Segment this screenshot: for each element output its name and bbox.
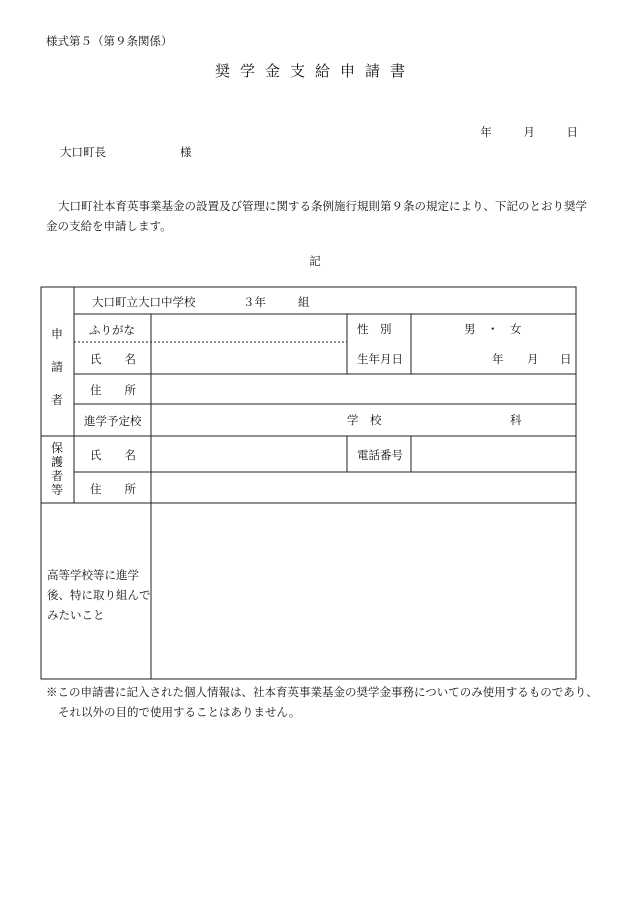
aspiration-label: 高等学校等に進学後、特に取り組んでみたいこと xyxy=(47,568,151,622)
furigana-field[interactable] xyxy=(155,318,343,340)
applicant-address-label: 住 所 xyxy=(90,383,136,397)
guardian-label-char: 保 xyxy=(50,441,63,455)
applicant-label-char: 者 xyxy=(50,393,63,407)
guardian-label-char: 者 xyxy=(50,469,63,483)
applicant-address-field[interactable] xyxy=(155,378,572,400)
planned-school-label: 進学予定校 xyxy=(84,414,142,428)
applicant-label xyxy=(47,318,67,417)
form-number: 様式第５（第９条関係） xyxy=(46,34,173,48)
addressee-name: 大口町長 xyxy=(60,145,106,159)
guardian-address-field[interactable] xyxy=(155,476,572,499)
guardian-name-field[interactable] xyxy=(155,440,343,468)
school-name: 大口町立大口中学校 xyxy=(92,295,196,309)
birth-date-label: 生年月日 xyxy=(357,352,403,366)
page-title: 奨学金支給申請書 xyxy=(214,62,415,80)
birth-day-label: 日 xyxy=(560,352,572,366)
date-day-label: 日 xyxy=(566,125,578,139)
school-suffix: 学 校 xyxy=(347,413,382,427)
privacy-notice-line: それ以外の目的で使用することはありません。 xyxy=(58,705,301,719)
guardian-label-char: 等 xyxy=(50,483,63,497)
applicant-name-field[interactable] xyxy=(155,346,343,370)
guardian-address-label: 住 所 xyxy=(90,482,136,496)
gender-options[interactable]: 男 ・ 女 xyxy=(464,322,522,336)
birth-year-label: 年 xyxy=(492,352,504,366)
guardian-label xyxy=(47,441,67,497)
grade-label: ３年 xyxy=(243,295,266,309)
ki-marker: 記 xyxy=(309,254,321,268)
privacy-notice xyxy=(46,682,606,722)
furigana-label: ふりがな xyxy=(89,323,135,337)
applicant-name-label: 氏 名 xyxy=(90,352,136,366)
birth-month-label: 月 xyxy=(527,352,539,366)
application-statement: 大口町社本育英事業基金の設置及び管理に関する条例施行規則第９条の規定により、下記のとおり奨学金の支給を申請します。 xyxy=(46,199,587,233)
gender-label: 性 別 xyxy=(357,322,392,336)
guardian-name-label: 氏 名 xyxy=(90,448,136,462)
class-label: 組 xyxy=(298,295,310,309)
date-month-label: 月 xyxy=(523,125,535,139)
date-year-label: 年 xyxy=(480,125,492,139)
applicant-label-char: 請 xyxy=(50,360,63,374)
privacy-notice-line: ※この申請書に記入された個人情報は、社本育英事業基金の奨学金事務についてのみ使用するものであり、 xyxy=(46,685,598,699)
addressee-honorific: 様 xyxy=(180,145,192,159)
phone-label: 電話番号 xyxy=(357,448,403,462)
guardian-label-char: 護 xyxy=(50,455,63,469)
applicant-label-char: 申 xyxy=(50,327,63,341)
course-suffix: 科 xyxy=(510,413,522,427)
aspiration-field[interactable] xyxy=(155,507,572,675)
phone-field[interactable] xyxy=(415,440,572,468)
